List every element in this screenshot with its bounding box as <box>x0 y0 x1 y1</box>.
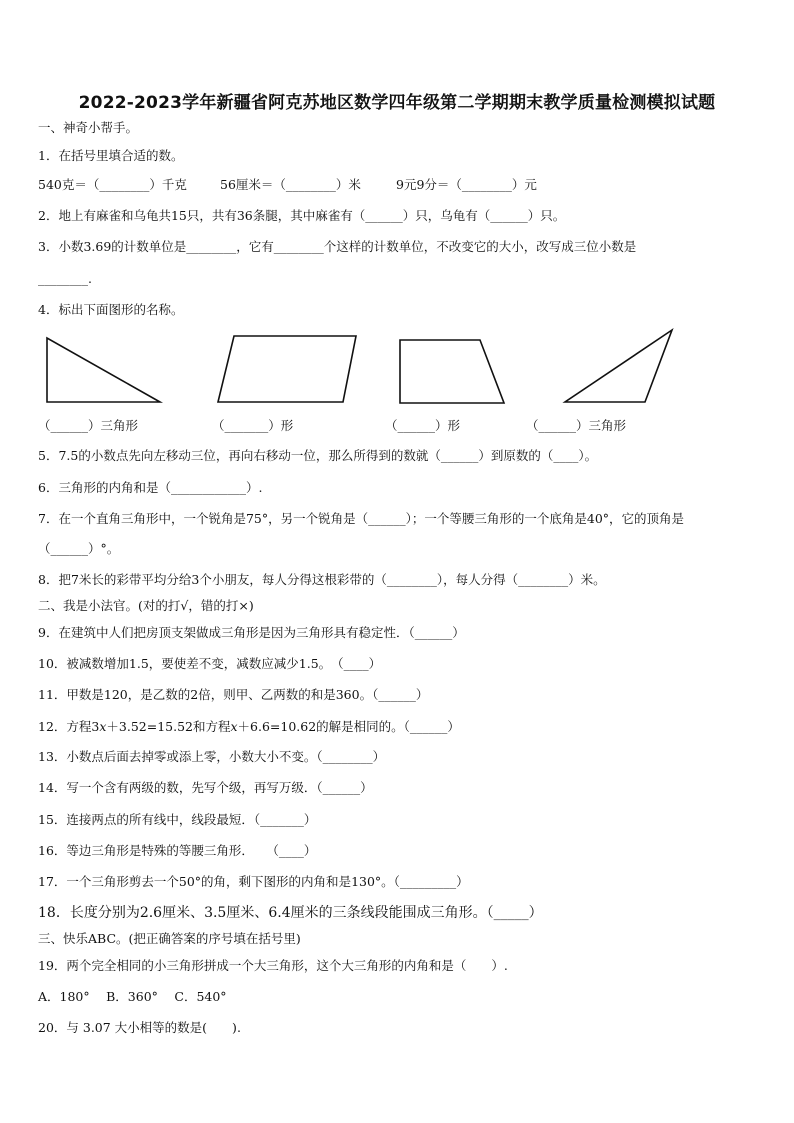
question-20: 20．与 3.07 大小相等的数是( ). <box>38 1020 241 1035</box>
question-18: 18．长度分别为2.6厘米、3.5厘米、6.4厘米的三条线段能围成三角形。（_____） <box>38 905 543 921</box>
question-16: 16．等边三角形是特殊的等腰三角形． （____） <box>38 843 317 858</box>
question-4b-caption: （_______）形 <box>212 418 294 433</box>
question-10: 10．被减数增加1.5，要使差不变，减数应减少1.5。 （____） <box>38 656 382 671</box>
shape-figures <box>0 320 794 410</box>
section-3-heading: 三、快乐ABC。(把正确答案的序号填在括号里) <box>38 931 301 946</box>
page-title: 2022-2023学年新疆省阿克苏地区数学四年级第二学期期末教学质量检测模拟试题 <box>78 93 716 113</box>
question-7-continued: （______）°。 <box>38 541 120 556</box>
question-4a-caption: （______）三角形 <box>38 418 139 433</box>
question-6: 6．三角形的内角和是（____________）. <box>38 480 263 495</box>
question-14: 14．写一个含有两级的数，先写个级，再写万级．（______） <box>38 780 373 795</box>
question-3-continued: ________. <box>38 271 92 286</box>
section-2-heading: 二、我是小法官。(对的打√，错的打×) <box>38 598 254 613</box>
question-19-options: A．180° B．360° C．540° <box>38 989 227 1004</box>
question-9: 9．在建筑中人们把房顶支架做成三角形是因为三角形具有稳定性．（______） <box>38 625 465 640</box>
question-4: 4．标出下面图形的名称。 <box>38 302 184 317</box>
question-19: 19．两个完全相同的小三角形拼成一个大三角形，这个大三角形的内角和是（ ）. <box>38 958 508 973</box>
question-4c-caption: （______）形 <box>385 418 461 433</box>
trapezoid-figure <box>400 340 504 403</box>
question-1-items <box>38 177 537 193</box>
obtuse-triangle-figure <box>565 330 672 402</box>
question-15: 15．连接两点的所有线中，线段最短．（_______） <box>38 812 317 827</box>
section-1-heading: 一、神奇小帮手。 <box>38 120 139 135</box>
question-4d-caption: （______）三角形 <box>526 418 627 433</box>
question-7: 7．在一个直角三角形中，一个锐角是75°，另一个锐角是（______）；一个等腰三角形的一个底角是40°，它的顶角是 <box>38 511 685 526</box>
question-13: 13．小数点后面去掉零或添上零，小数大小不变。（________） <box>38 749 386 764</box>
question-8: 8．把7米长的彩带平均分给3个小朋友，每人分得这根彩带的（________），每人分得（________）米。 <box>38 572 606 587</box>
question-3: 3．小数3.69的计数单位是________，它有________个这样的计数单位，不改变它的大小，改写成三位小数是 <box>38 239 637 254</box>
question-1: 1．在括号里填合适的数。 <box>38 148 184 163</box>
question-12: 12．方程3𝑥＋3.52=15.52和方程𝑥＋6.6=10.62的解是相同的。（______） <box>38 719 460 734</box>
right-triangle-figure <box>47 338 160 402</box>
parallelogram-figure <box>218 336 356 402</box>
question-1a: 540克＝（________）千克 <box>38 177 187 192</box>
question-1b: 56厘米＝（________）米 <box>220 177 361 192</box>
question-1c: 9元9分＝（________）元 <box>396 177 537 192</box>
question-17: 17．一个三角形剪去一个50°的角，剩下图形的内角和是130°。（_________） <box>38 874 469 889</box>
question-11: 11．甲数是120，是乙数的2倍，则甲、乙两数的和是360。（______） <box>38 687 429 702</box>
question-2: 2．地上有麻雀和乌龟共15只，共有36条腿，其中麻雀有（______）只，乌龟有（______）只。 <box>38 208 566 223</box>
question-5: 5．7.5的小数点先向左移动三位，再向右移动一位，那么所得到的数就（______）到原数的（____）。 <box>38 448 598 463</box>
